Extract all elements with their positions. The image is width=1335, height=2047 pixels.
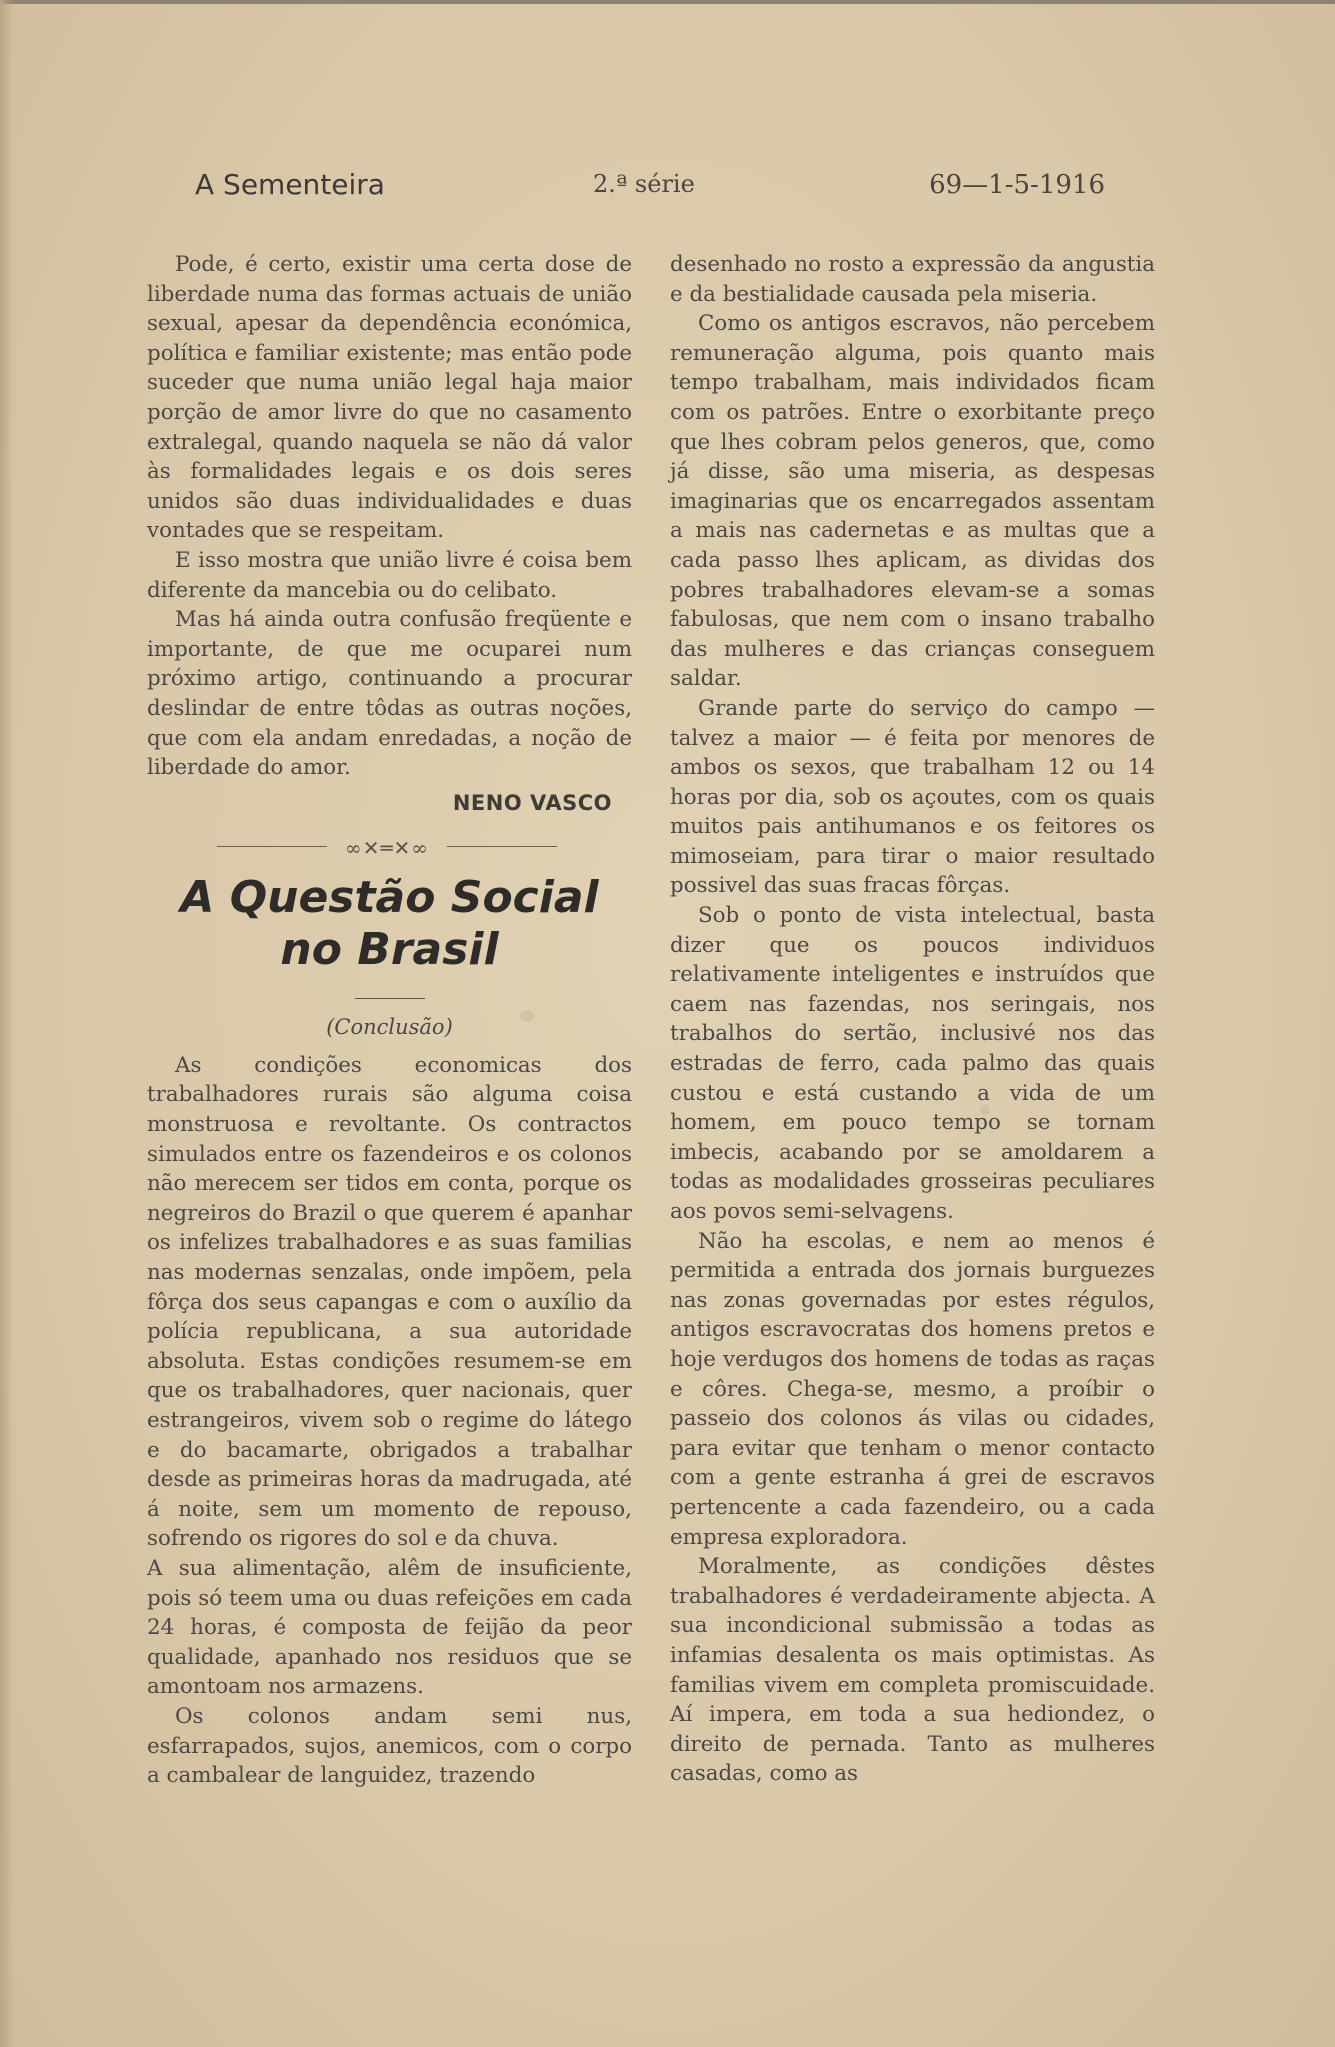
left-column <box>147 250 632 1791</box>
issue-date: 69—1-5-1916 <box>929 170 1105 200</box>
conclusion-label: (Conclusão) <box>326 1015 453 1040</box>
paragraph: As condições economicas dos trabalhadores rurais são alguma coisa monstruosa e revoltante. Os contractos simulados entre os fazendeiros e os colonos não merecem ser tidos em conta, porque os negreiros do Brazil o que querem é apanhar os infelizes trabalhadores e as suas familias nas modernas senzalas, onde impõem, pela fôrça dos seus capangas e com o auxílio da polícia republicana, a sua autoridade absoluta. Estas condições resumem-se em que os trabalhadores, quer nacionais, quer estrangeiros, vivem sob o regime do látego e do bacamarte, obrigados a trabalhar desde as primeiras horas da madrugada, até á noite, sem um momento de repouso, sofrendo os rigores do sol e da chuva. <box>147 1052 632 1552</box>
right-column <box>670 250 1155 1789</box>
paragraph: Pode, é certo, existir uma certa dose de liberdade numa das formas actuais de união sexual, apesar da dependência económica, política e familiar existente; mas então pode suceder que numa união legal haja maior porção de amor livre do que no casamento extralegal, quando naquela se não dá valor às formalidades legais e os dois seres unidos são duas individualidades e duas vontades que se respeitam. <box>147 252 632 544</box>
divider-line <box>217 846 327 847</box>
article-title <box>147 872 632 976</box>
divider-ornament: ∞✕═✕∞ <box>345 836 429 861</box>
divider-line <box>447 846 557 847</box>
paragraph: desenhado no rosto a expressão da angustia e da bestialidade causada pela miseria. <box>670 252 1155 307</box>
paragraph: Como os antigos escravos, não percebem remuneração alguma, pois quanto mais tempo trabalham, mais individados ficam com os patrões. Entre o exorbitante preço que lhes cobram pelos generos, que, como já disse, são uma miseria, as despesas imaginarias que os encarregados assentam a mais nas cadernetas e as multas que a cada passo lhes aplicam, as dividas dos pobres trabalhadores elevam-se a somas fabulosas, que nem com o insano trabalho das mulheres e das crianças conseguem saldar. <box>670 311 1155 692</box>
author-signature: NENO VASCO <box>452 790 612 815</box>
paragraph: Sob o ponto de vista intelectual, basta dizer que os poucos individuos relativamente inteligentes e instruídos que caem nas fazendas, nos seringais, nos trabalhos do sertão, inclusivé nos das estradas de ferro, cada palmo das quais custou e está custando a vida de um homem, em pouco tempo se tornam imbecis, acabando por se amoldarem a todas as modalidades grosseiras peculiares aos povos semi-selvagens. <box>670 903 1155 1224</box>
paragraph: A sua alimentação, alêm de insuficiente, pois só teem uma ou duas refeições em cada 24 horas, é composta de feijão da peor qualidade, apanhado nos residuos que se amontoam nos armazens. <box>147 1555 632 1700</box>
paragraph: E isso mostra que união livre é coisa bem diferente da mancebia ou do celibato. <box>147 547 632 603</box>
paragraph: Não ha escolas, e nem ao menos é permitida a entrada dos jornais burguezes nas zonas governadas por estes régulos, antigos escravocratas dos homens pretos e hoje verdugos dos homens de todas as raças e côres. Chega-se, mesmo, a proíbir o passeio dos colonos ás vilas ou cidades, para evitar que tenham o menor contacto com a gente estranha á grei de escravos pertencente a cada fazendeiro, ou a cada empresa exploradora. <box>670 1228 1155 1550</box>
page-header <box>195 168 1105 208</box>
paragraph: Grande parte do serviço do campo — talvez a maior — é feita por menores de ambos os sexos, que trabalham 12 ou 14 horas por dia, sob os açoutes, com os quais muitos pais antihumanos e os feitores os mimoseiam, para tirar o maior resultado possivel das suas fracas fôrças. <box>670 695 1155 899</box>
article-title-line-1: A Questão Social <box>180 872 599 924</box>
article-title-line-2: no Brasil <box>280 924 499 976</box>
paragraph: Moralmente, as condições dêstes trabalhadores é verdadeiramente abjecta. A sua incondicional submissão a todas as infamias desalenta os mais optimistas. As familias vivem em completa promiscuidade. Aí impera, em toda a sua hediondez, o direito de pernada. Tanto as mulheres casadas, como as <box>670 1554 1155 1787</box>
newspaper-title: A Sementeira <box>195 168 385 201</box>
left-edge <box>0 0 14 2047</box>
top-edge <box>0 0 1335 4</box>
paragraph: Os colonos andam semi nus, esfarrapados, sujos, anemicos, com o corpo a cambalear de languidez, trazendo <box>147 1703 632 1789</box>
series-label: 2.ª série <box>593 170 695 198</box>
section-divider <box>147 832 632 862</box>
article-body <box>147 1051 632 1791</box>
title-rule <box>355 998 425 999</box>
paragraph: Mas há ainda outra confusão freqüente e importante, de que me ocuparei num próximo artigo, continuando a procurar deslindar de entre tôdas as outras noções, que com ela andam enredadas, a noção de liberdade do amor. <box>147 607 632 781</box>
